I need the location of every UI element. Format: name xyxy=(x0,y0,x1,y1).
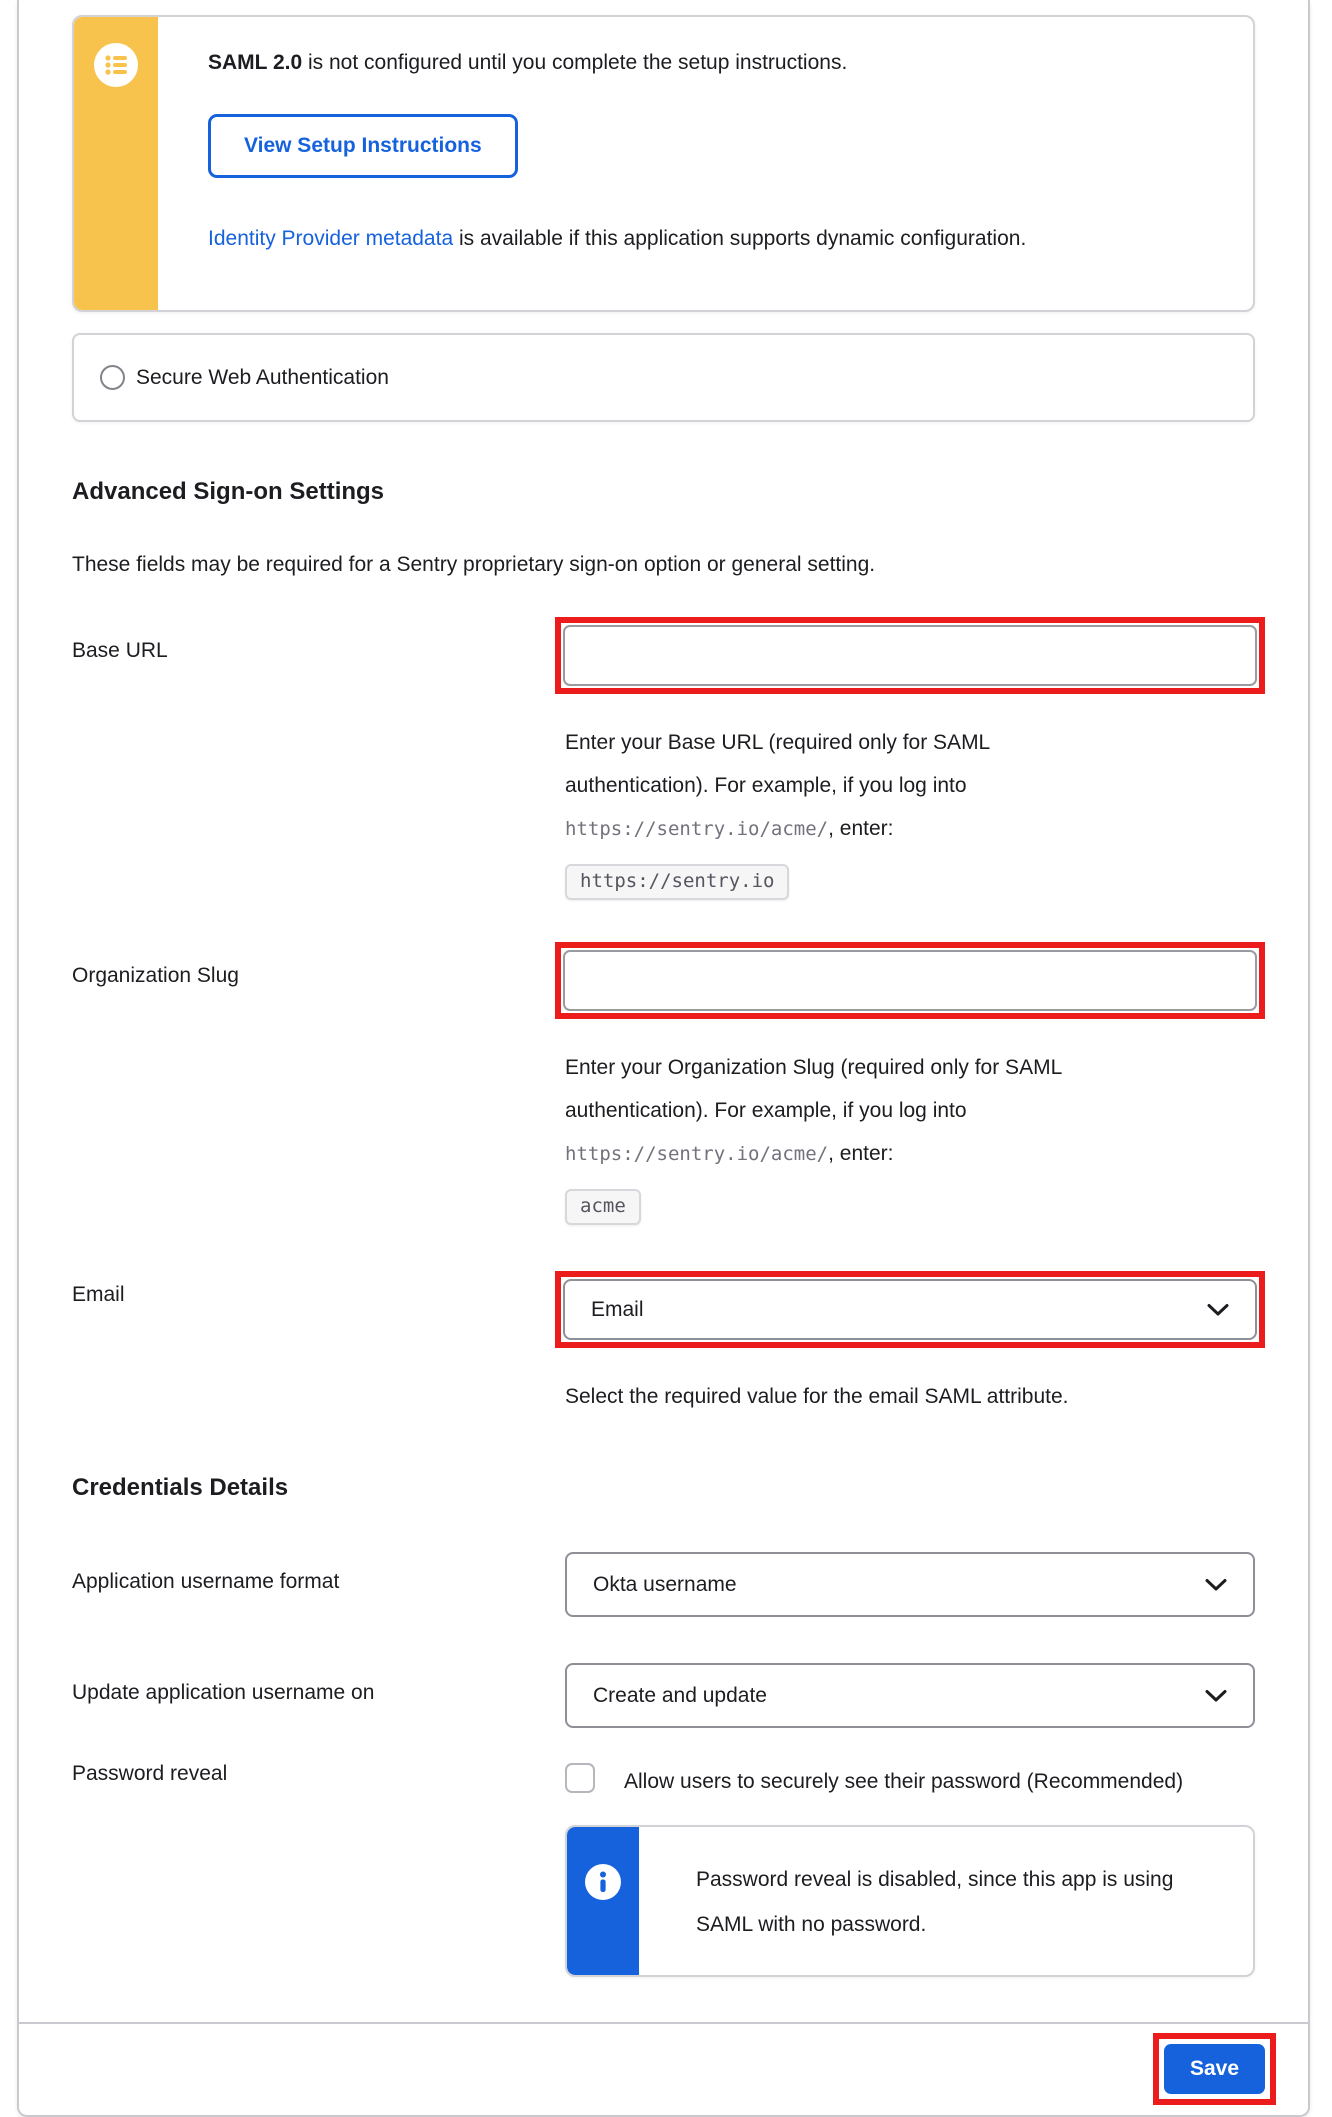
app-username-format-row xyxy=(72,1552,1255,1617)
email-annotation-box xyxy=(555,1271,1265,1348)
banner-message-protocol: SAML 2.0 xyxy=(208,51,303,74)
save-button[interactable]: Save xyxy=(1164,2044,1265,2094)
swa-option-box xyxy=(72,333,1255,422)
update-username-on-row xyxy=(72,1663,1255,1728)
app-settings-panel xyxy=(17,0,1310,2117)
saml-status-banner xyxy=(72,15,1255,312)
organization-slug-label: Organization Slug xyxy=(72,964,239,987)
email-help: Select the required value for the email SAML attribute. xyxy=(565,1385,1069,1408)
update-username-on-label: Update application username on xyxy=(72,1681,375,1704)
base-url-input[interactable] xyxy=(563,625,1257,686)
chevron-down-icon xyxy=(1205,1578,1227,1592)
email-row xyxy=(72,1271,1255,1418)
metadata-text: Identity Provider metadata is available if this application supports dynamic configuration. xyxy=(208,227,1027,250)
advanced-signon-description: These fields may be required for a Sentry proprietary sign-on option or general setting. xyxy=(72,553,876,576)
password-reveal-label: Password reveal xyxy=(72,1762,228,1785)
update-username-on-select[interactable] xyxy=(565,1663,1255,1728)
setup-list-icon xyxy=(94,43,138,87)
banner-accent-strip xyxy=(74,17,158,310)
banner-content xyxy=(158,17,1253,310)
app-username-format-label: Application username format xyxy=(72,1570,340,1593)
email-label: Email xyxy=(72,1283,125,1306)
organization-slug-input[interactable] xyxy=(563,950,1257,1011)
organization-slug-example-badge: acme xyxy=(565,1189,641,1225)
organization-slug-row xyxy=(72,942,1255,1225)
app-username-format-select[interactable] xyxy=(565,1552,1255,1617)
base-url-label: Base URL xyxy=(72,639,168,662)
password-reveal-row xyxy=(72,1760,1255,1977)
chevron-down-icon xyxy=(1207,1303,1229,1317)
password-reveal-checkbox[interactable] xyxy=(565,1763,595,1793)
view-setup-instructions-button[interactable]: View Setup Instructions xyxy=(208,114,518,178)
info-icon xyxy=(585,1864,621,1900)
identity-provider-metadata-link[interactable]: Identity Provider metadata xyxy=(208,227,454,250)
save-annotation-box xyxy=(1153,2033,1276,2105)
info-banner-message: Password reveal is disabled, since this app is using SAML with no password. xyxy=(696,1868,1174,1936)
chevron-down-icon xyxy=(1205,1689,1227,1703)
email-select[interactable] xyxy=(563,1279,1257,1340)
update-username-on-value: Create and update xyxy=(593,1683,767,1707)
base-url-example-url: https://sentry.io/acme/ xyxy=(565,818,829,840)
credentials-details-heading: Credentials Details xyxy=(72,1474,289,1501)
form-footer xyxy=(19,2022,1308,2115)
info-accent-strip xyxy=(567,1827,639,1975)
base-url-help: Enter your Base URL (required only for SAML authentication). For example, if you log into https://sentry.io/acme/, enter: xyxy=(565,731,990,840)
password-reveal-info-banner xyxy=(565,1825,1255,1977)
email-select-value: Email xyxy=(591,1297,644,1321)
organization-slug-help: Enter your Organization Slug (required only for SAML authentication). For example, if you log into https://sentry.io/acme/, enter: xyxy=(565,1056,1062,1165)
advanced-signon-heading: Advanced Sign-on Settings xyxy=(72,478,385,505)
swa-radio-label: Secure Web Authentication xyxy=(136,365,389,389)
swa-radio-button[interactable] xyxy=(100,365,125,390)
base-url-example-badge: https://sentry.io xyxy=(565,864,789,900)
banner-message: SAML 2.0 is not configured until you complete the setup instructions. xyxy=(208,51,848,74)
organization-slug-example-url: https://sentry.io/acme/ xyxy=(565,1143,829,1165)
base-url-row xyxy=(72,617,1255,900)
organization-slug-annotation-box xyxy=(555,942,1265,1019)
password-reveal-checkbox-label: Allow users to securely see their password (Recommended) xyxy=(624,1770,1184,1793)
app-username-format-value: Okta username xyxy=(593,1572,737,1596)
base-url-annotation-box xyxy=(555,617,1265,694)
